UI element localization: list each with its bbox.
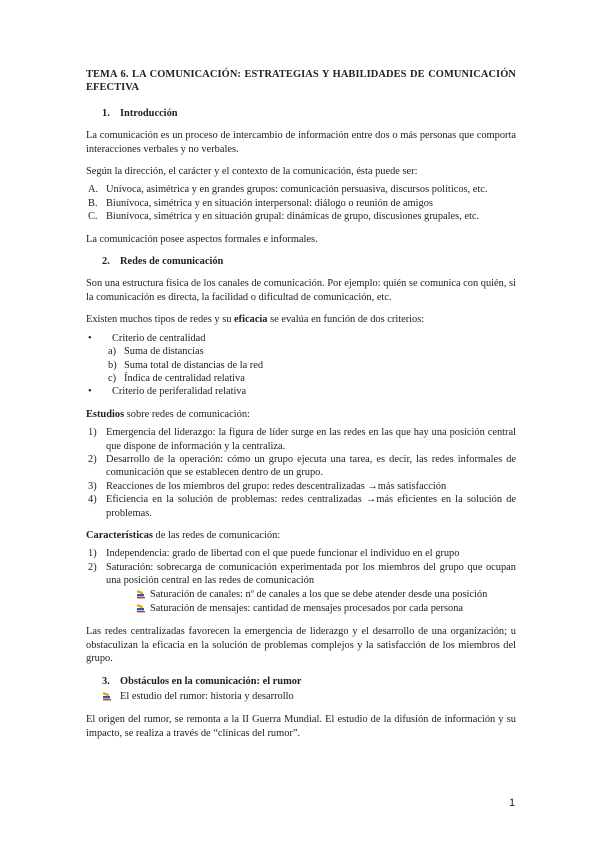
text-run: de las redes de comunicación: <box>152 529 281 541</box>
rumor-list <box>86 690 516 704</box>
saturation-list <box>86 588 516 617</box>
list-item <box>86 480 516 493</box>
list-text: Eficiencia en la solución de problemas: redes centralizadas →más eficientes en la solución de problemas. <box>106 494 516 519</box>
list-item <box>86 332 516 345</box>
list-item <box>86 183 516 196</box>
paragraph <box>86 529 516 542</box>
section-heading-rumor <box>86 675 516 688</box>
list-item <box>86 345 516 358</box>
text-run: Existen muchos tipos de redes y su <box>86 314 235 326</box>
bold-term: Características <box>86 529 153 541</box>
list-marker: C. <box>88 211 98 223</box>
pencil-bullet-icon <box>86 588 150 602</box>
list-item <box>86 493 516 520</box>
studies-list <box>86 426 516 520</box>
list-text: El estudio del rumor: historia y desarrollo <box>120 691 294 703</box>
section-title: Redes de comunicación <box>120 256 224 268</box>
list-marker: a) <box>108 346 117 358</box>
types-list <box>86 183 516 223</box>
list-text: Emergencia del liderazgo: la figura de líder surge en las redes en las que hay una posición central que dispone de información y la centraliza. <box>106 427 516 452</box>
document-title: TEMA 6. LA COMUNICACIÓN: ESTRATEGIAS Y HABILIDADES DE COMUNICACIÓN EFECTIVA <box>86 69 516 94</box>
list-item <box>86 372 516 385</box>
list-marker: b) <box>108 359 117 371</box>
list-text: Índica de centralidad relativa <box>124 372 245 384</box>
list-item <box>86 602 516 616</box>
list-marker: 3) <box>88 480 97 492</box>
list-text: Reacciones de los miembros del grupo: redes descentralizadas →más satisfacción <box>106 480 447 492</box>
list-item <box>86 561 516 588</box>
section-title: Introducción <box>120 107 178 119</box>
list-text: Saturación de canales: nº de canales a los que se debe atender desde una posición <box>150 588 488 600</box>
section-heading-redes <box>86 255 516 268</box>
list-text: Independencia: grado de libertad con el que puede funcionar el individuo en el grupo <box>106 548 460 560</box>
pencil-bullet-icon <box>86 602 150 616</box>
list-marker: 2) <box>88 561 97 573</box>
list-text: Biunívoca, simétrica y en situación grupal: dinámicas de grupo, discusiones grupales, etc. <box>106 211 480 223</box>
list-marker: B. <box>88 197 98 209</box>
list-item <box>86 197 516 210</box>
list-item <box>86 690 516 704</box>
list-marker: 2) <box>88 453 97 465</box>
document-page <box>86 68 516 749</box>
list-item <box>86 426 516 453</box>
list-text: Biunívoca, simétrica y en situación interpersonal: diálogo o reunión de amigos <box>106 197 433 209</box>
bold-term: eficacia <box>234 314 268 326</box>
criteria-list <box>86 332 516 399</box>
pencil-bullet-icon <box>86 690 120 704</box>
list-item <box>86 547 516 560</box>
section-number: 1. <box>102 107 110 119</box>
list-item <box>86 385 516 398</box>
list-item <box>86 588 516 602</box>
list-item <box>86 210 516 223</box>
list-text: Suma total de distancias de la red <box>124 359 264 371</box>
list-marker: 1) <box>88 427 97 439</box>
paragraph: El origen del rumor, se remonta a la II Guerra Mundial. El estudio de la difusión de información y su impacto, se realiza a través de “clínicas del rumor”. <box>86 714 516 739</box>
list-item <box>86 359 516 372</box>
list-item <box>86 453 516 480</box>
section-title: Obstáculos en la comunicación: el rumor <box>120 675 302 687</box>
bullet-icon: • <box>88 332 92 344</box>
list-text: Desarrollo de la operación: cómo un grupo ejecuta una tarea, es decir, las redes informales de comunicación que se establecen dentro de un grupo. <box>106 453 516 479</box>
list-marker: c) <box>108 372 117 384</box>
list-text: Saturación: sobrecarga de comunicación experimentada por los miembros del grupo que ocupan una posición central en las redes de comunicación <box>106 561 516 587</box>
list-text: Suma de distancias <box>124 346 204 358</box>
list-text: Saturación de mensajes: cantidad de mensajes procesados por cada persona <box>150 603 464 614</box>
characteristics-list <box>86 547 516 587</box>
paragraph <box>86 313 516 326</box>
paragraph: Según la dirección, el carácter y el contexto de la comunicación, ésta puede ser: <box>86 166 418 178</box>
text-run: sobre redes de comunicación: <box>124 408 250 420</box>
bullet-icon: • <box>88 386 92 398</box>
list-marker: A. <box>88 184 99 196</box>
paragraph: La comunicación es un proceso de intercambio de información entre dos o más personas que comporta interacciones verbales y no verbales. <box>86 130 516 155</box>
list-text: Unívoca, asimétrica y en grandes grupos: comunicación persuasiva, discursos políticos, etc. <box>106 184 488 196</box>
section-number: 2. <box>102 256 110 268</box>
paragraph: Las redes centralizadas favorecen la emergencia de liderazgo y el desarrollo de una organización; u obstaculizan la eficacia en la solución de problemas complejos y la satisfacción de los miembros del grupo. <box>86 626 516 665</box>
paragraph <box>86 408 516 421</box>
bold-term: Estudios <box>86 408 125 420</box>
list-marker: 4) <box>88 494 97 506</box>
section-heading-introduccion <box>86 107 516 120</box>
list-text: Criterio de centralidad <box>112 332 206 344</box>
list-marker: 1) <box>88 548 97 560</box>
section-number: 3. <box>102 675 110 687</box>
list-text: Criterio de periferalidad relativa <box>112 386 247 398</box>
paragraph: La comunicación posee aspectos formales e informales. <box>86 233 318 245</box>
paragraph: Son una estructura física de los canales de comunicación. Por ejemplo: quién se comunica con quién, si la comunicación es directa, la facilidad o dificultad de comunicación, etc. <box>86 278 516 303</box>
page-number: 1 <box>509 797 516 809</box>
text-run: se evalúa en función de dos criterios: <box>267 314 425 326</box>
